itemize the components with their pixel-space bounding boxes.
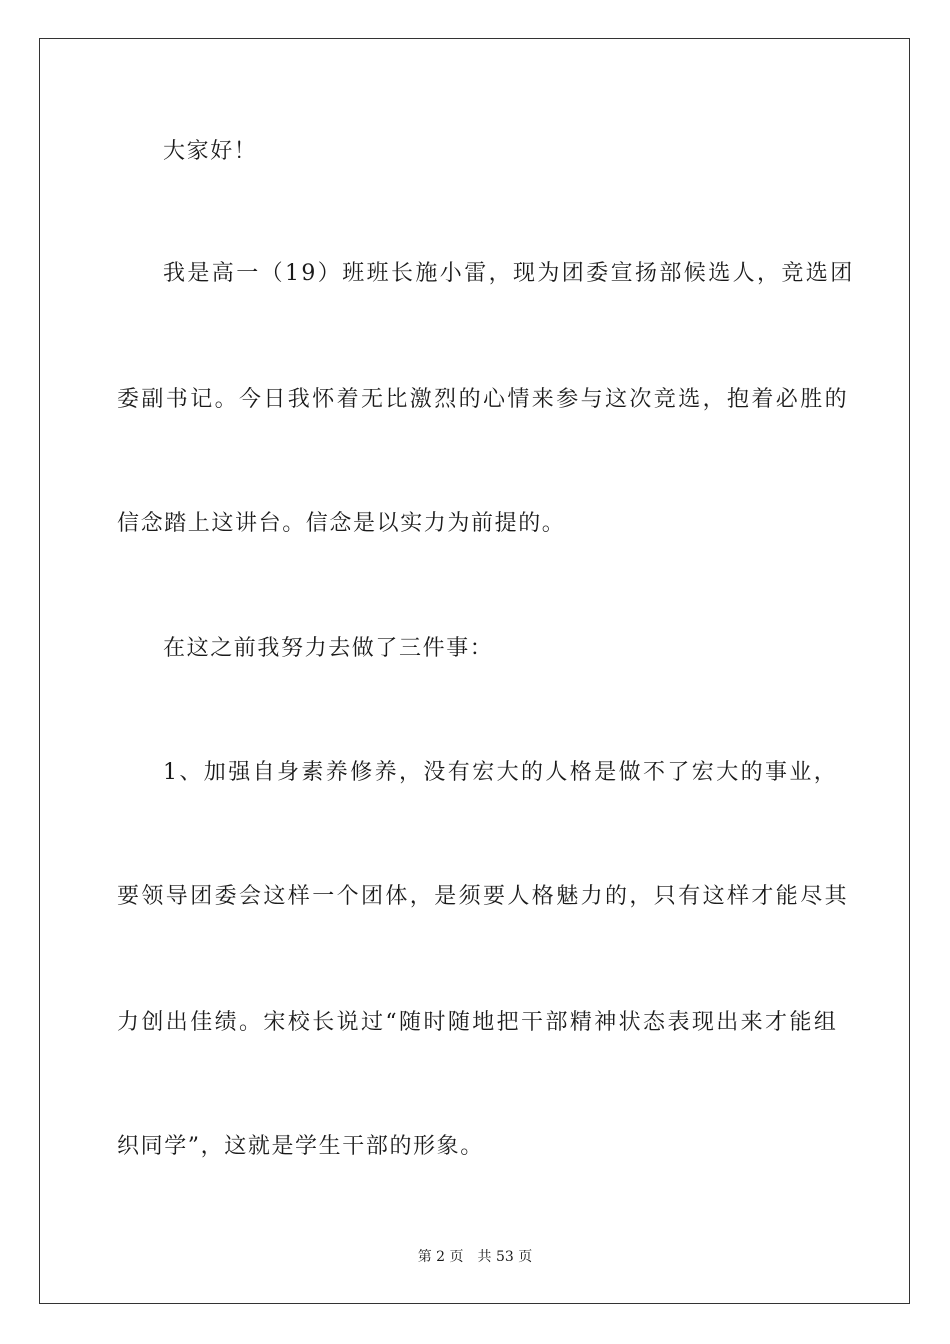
paragraph-line: 我是高一（19）班班长施小雷，现为团委宣扬部候选人，竞选团 [163,261,855,286]
page-footer [0,1247,950,1267]
paragraph-line: 在这之前我努力去做了三件事： [163,636,494,661]
page-number: 第 2 页 [417,1249,464,1265]
paragraph-line: 委副书记。今日我怀着无比激烈的心情来参与这次竞选，抱着必胜的 [117,387,850,412]
greeting-line: 大家好！ [163,139,258,164]
page-frame [39,38,910,1304]
list-item-line: 1、加强自身素养修养，没有宏大的人格是做不了宏大的事业， [163,760,839,785]
paragraph-line: 织同学”，这就是学生干部的形象。 [117,1134,484,1159]
paragraph-line: 要领导团委会这样一个团体，是须要人格魅力的，只有这样才能尽其 [117,884,850,909]
page-total: 共 53 页 [477,1249,533,1265]
paragraph-line: 信念踏上这讲台。信念是以实力为前提的。 [117,511,566,536]
paragraph-line: 力创出佳绩。宋校长说过“随时随地把干部精神状态表现出来才能组 [117,1010,839,1035]
